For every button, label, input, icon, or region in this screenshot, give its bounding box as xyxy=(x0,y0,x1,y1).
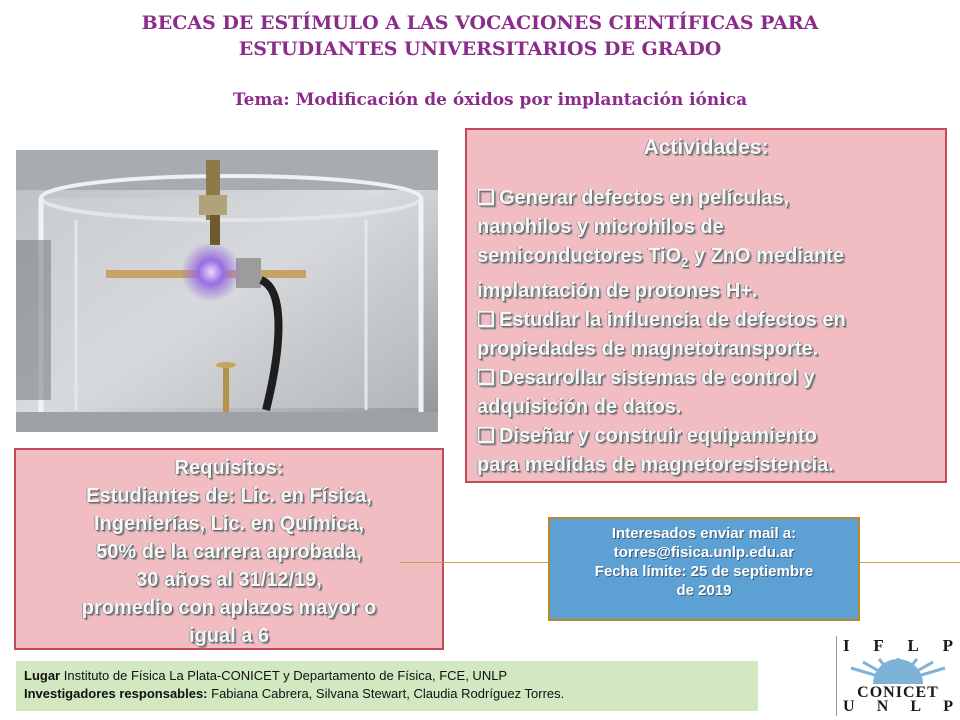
lab-equipment-photo xyxy=(16,150,438,432)
contact-email[interactable]: torres@fisica.unlp.edu.ar xyxy=(613,544,795,561)
checkbox-icon: ❑ xyxy=(477,425,495,447)
topic-subtitle: Tema: Modificación de óxidos por implantación iónica xyxy=(232,90,748,110)
requirement-line: 50% de la carrera aprobada, xyxy=(96,541,362,563)
logo-conicet: CONICET xyxy=(857,684,939,701)
activities-heading: Actividades: xyxy=(643,136,769,159)
place-line: Lugar Instituto de Física La Plata-CONICET y Departamento de Física, FCE, UNLP xyxy=(24,668,508,683)
title-line-2: ESTUDIANTES UNIVERSITARIOS DE GRADO xyxy=(238,38,722,60)
requirement-line: promedio con aplazos mayor o xyxy=(81,597,377,619)
contact-box xyxy=(548,517,860,621)
checkbox-icon: ❑ xyxy=(477,309,495,331)
title-line-1: BECAS DE ESTÍMULO A LAS VOCACIONES CIENTÍFICAS PARA xyxy=(141,12,819,34)
vacuum-chamber-image xyxy=(16,150,438,432)
requirement-line: Estudiantes de: Lic. en Física, xyxy=(86,485,372,507)
contact-line: Interesados enviar mail a: xyxy=(611,525,797,542)
requirements-heading: Requisitos: xyxy=(174,457,284,479)
deadline-line: Fecha límite: 25 de septiembre xyxy=(594,563,814,580)
activity-item-3: ❑ Desarrollar sistemas de control y adquisición de datos. xyxy=(477,367,815,418)
checkbox-icon: ❑ xyxy=(477,187,495,209)
iflp-conicet-unlp-logo xyxy=(836,636,953,716)
researchers-line: Investigadores responsables: Fabiana Cabrera, Silvana Stewart, Claudia Rodríguez Torres. xyxy=(24,686,565,701)
activity-item-4: ❑ Diseñar y construir equipamiento para medidas de magnetoresistencia. xyxy=(477,425,834,476)
activity-item-2: ❑ Estudiar la influencia de defectos en propiedades de magnetotransporte. xyxy=(477,309,846,360)
deadline-year: de 2019 xyxy=(676,582,732,599)
page-title xyxy=(40,10,920,62)
sun-rays-icon xyxy=(843,658,953,684)
activity-item-1: ❑ Generar defectos en películas, nanohilos y microhilos de semiconductores TiO$_2$ y ZnO mediante implantación de protones H+. xyxy=(477,187,844,302)
requirement-line: Ingenierías, Lic. en Química, xyxy=(93,513,365,535)
logo-unlp: U N L P xyxy=(843,698,953,715)
requirements-box xyxy=(14,448,444,650)
footer-info xyxy=(16,661,758,711)
requirement-line: igual a 6 xyxy=(188,625,270,647)
requirement-line: 30 años al 31/12/19, xyxy=(136,569,322,591)
logo-iflp: I F L P xyxy=(843,636,953,655)
checkbox-icon: ❑ xyxy=(477,367,495,389)
activities-box xyxy=(465,128,947,483)
